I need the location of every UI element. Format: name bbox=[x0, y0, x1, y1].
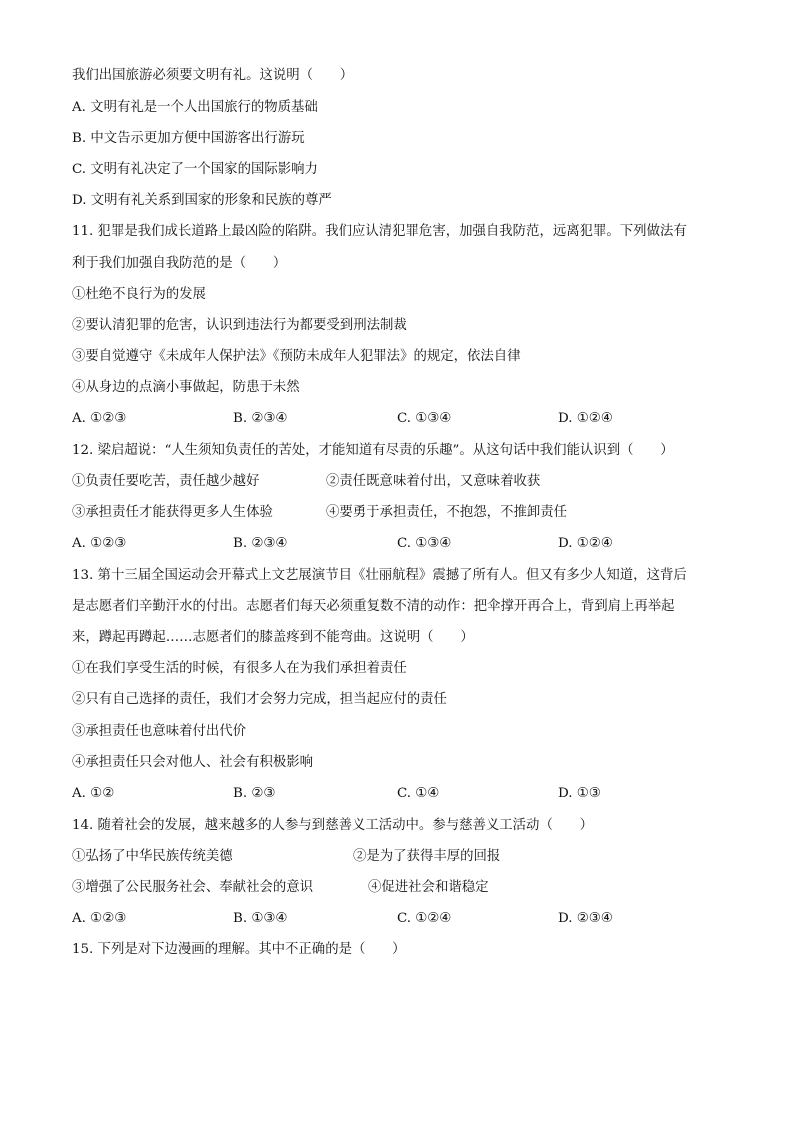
q15-stem: 15. 下列是对下边漫画的理解。其中不正确的是（ ） bbox=[72, 942, 406, 957]
q12-choice-c: C. ①③④ bbox=[397, 536, 452, 551]
q10-option-a: A. 文明有礼是一个人出国旅行的物质基础 bbox=[72, 100, 318, 115]
q13-choice-d: D. ①③ bbox=[558, 786, 601, 801]
q12-choice-a: A. ①②③ bbox=[72, 536, 127, 551]
q14-choice-a: A. ①②③ bbox=[72, 911, 127, 926]
q14-choice-d: D. ②③④ bbox=[558, 911, 613, 926]
q13-item-4: ④承担责任只会对他人、社会有积极影响 bbox=[72, 755, 314, 770]
q13-stem-line3: 来，蹲起再蹲起……志愿者们的膝盖疼到不能弯曲。这说明（ ） bbox=[72, 630, 474, 645]
q11-choices bbox=[72, 409, 732, 429]
q12-item-3: ③承担责任才能获得更多人生体验 bbox=[72, 505, 273, 520]
q12-choice-b: B. ②③④ bbox=[233, 536, 288, 551]
q12-item-4: ④要勇于承担责任，不抱怨，不推卸责任 bbox=[326, 505, 568, 520]
q13-item-2: ②只有自己选择的责任，我们才会努力完成，担当起应付的责任 bbox=[72, 692, 447, 707]
q12-items-row1 bbox=[72, 472, 732, 492]
q14-item-3: ③增强了公民服务社会、奉献社会的意识 bbox=[72, 880, 314, 895]
q13-item-3: ③承担责任也意味着付出代价 bbox=[72, 724, 247, 739]
q10-option-b: B. 中文告示更加方便中国游客出行游玩 bbox=[72, 131, 305, 146]
q11-item-1: ①杜绝不良行为的发展 bbox=[72, 287, 206, 302]
q14-choices bbox=[72, 909, 732, 929]
q13-choice-a: A. ①② bbox=[72, 786, 115, 801]
q14-choice-c: C. ①②④ bbox=[397, 911, 452, 926]
q14-item-2: ②是为了获得丰厚的回报 bbox=[353, 849, 501, 864]
q11-item-3: ③要自觉遵守《未成年人保护法》《预防未成年人犯罪法》的规定，依法自律 bbox=[72, 349, 521, 364]
q10-option-d: D. 文明有礼关系到国家的形象和民族的尊严 bbox=[72, 193, 332, 208]
q11-choice-d: D. ①②④ bbox=[558, 411, 613, 426]
q11-stem-line1: 11. 犯罪是我们成长道路上最凶险的陷阱。我们应认清犯罪危害，加强自我防范，远离犯罪。下列做法有 bbox=[72, 224, 687, 239]
q12-items-row2 bbox=[72, 503, 732, 523]
q11-choice-a: A. ①②③ bbox=[72, 411, 127, 426]
q14-stem: 14. 随着社会的发展，越来越多的人参与到慈善义工活动中。参与慈善义工活动（ ） bbox=[72, 818, 594, 833]
q11-item-2: ②要认清犯罪的危害，认识到违法行为都要受到刑法制裁 bbox=[72, 318, 407, 333]
q10-stem: 我们出国旅游必须要文明有礼。这说明（ ） bbox=[72, 68, 354, 83]
q13-item-1: ①在我们享受生活的时候，有很多人在为我们承担着责任 bbox=[72, 661, 407, 676]
q14-item-4: ④促进社会和谐稳定 bbox=[368, 880, 489, 895]
q14-choice-b: B. ①③④ bbox=[233, 911, 288, 926]
q14-items-row2 bbox=[72, 878, 732, 898]
q11-item-4: ④从身边的点滴小事做起，防患于未然 bbox=[72, 380, 300, 395]
q13-stem-line2: 是志愿者们辛勤汗水的付出。志愿者们每天必须重复数不清的动作：把伞撑开再合上，背到肩上再举起 bbox=[72, 599, 675, 614]
q11-stem-line2: 利于我们加强自我防范的是（ ） bbox=[72, 256, 287, 271]
q14-items-row1 bbox=[72, 847, 732, 867]
q12-stem: 12. 梁启超说：“人生须知负责任的苦处，才能知道有尽责的乐趣”。从这句话中我们能认识到（ ） bbox=[72, 443, 674, 458]
q12-choices bbox=[72, 534, 732, 554]
q13-choice-b: B. ②③ bbox=[233, 786, 276, 801]
q14-item-1: ①弘扬了中华民族传统美德 bbox=[72, 849, 233, 864]
q12-item-1: ①负责任要吃苦，责任越少越好 bbox=[72, 474, 260, 489]
q11-choice-b: B. ②③④ bbox=[233, 411, 288, 426]
q12-item-2: ②责任既意味着付出，又意味着收获 bbox=[326, 474, 541, 489]
q13-choice-c: C. ①④ bbox=[397, 786, 440, 801]
q11-choice-c: C. ①③④ bbox=[397, 411, 452, 426]
q13-choices bbox=[72, 784, 732, 804]
q13-stem-line1: 13. 第十三届全国运动会开幕式上文艺展演节目《壮丽航程》震撼了所有人。但又有多少人知道，这背后 bbox=[72, 568, 687, 583]
q10-option-c: C. 文明有礼决定了一个国家的国际影响力 bbox=[72, 162, 318, 177]
q12-choice-d: D. ①②④ bbox=[558, 536, 613, 551]
